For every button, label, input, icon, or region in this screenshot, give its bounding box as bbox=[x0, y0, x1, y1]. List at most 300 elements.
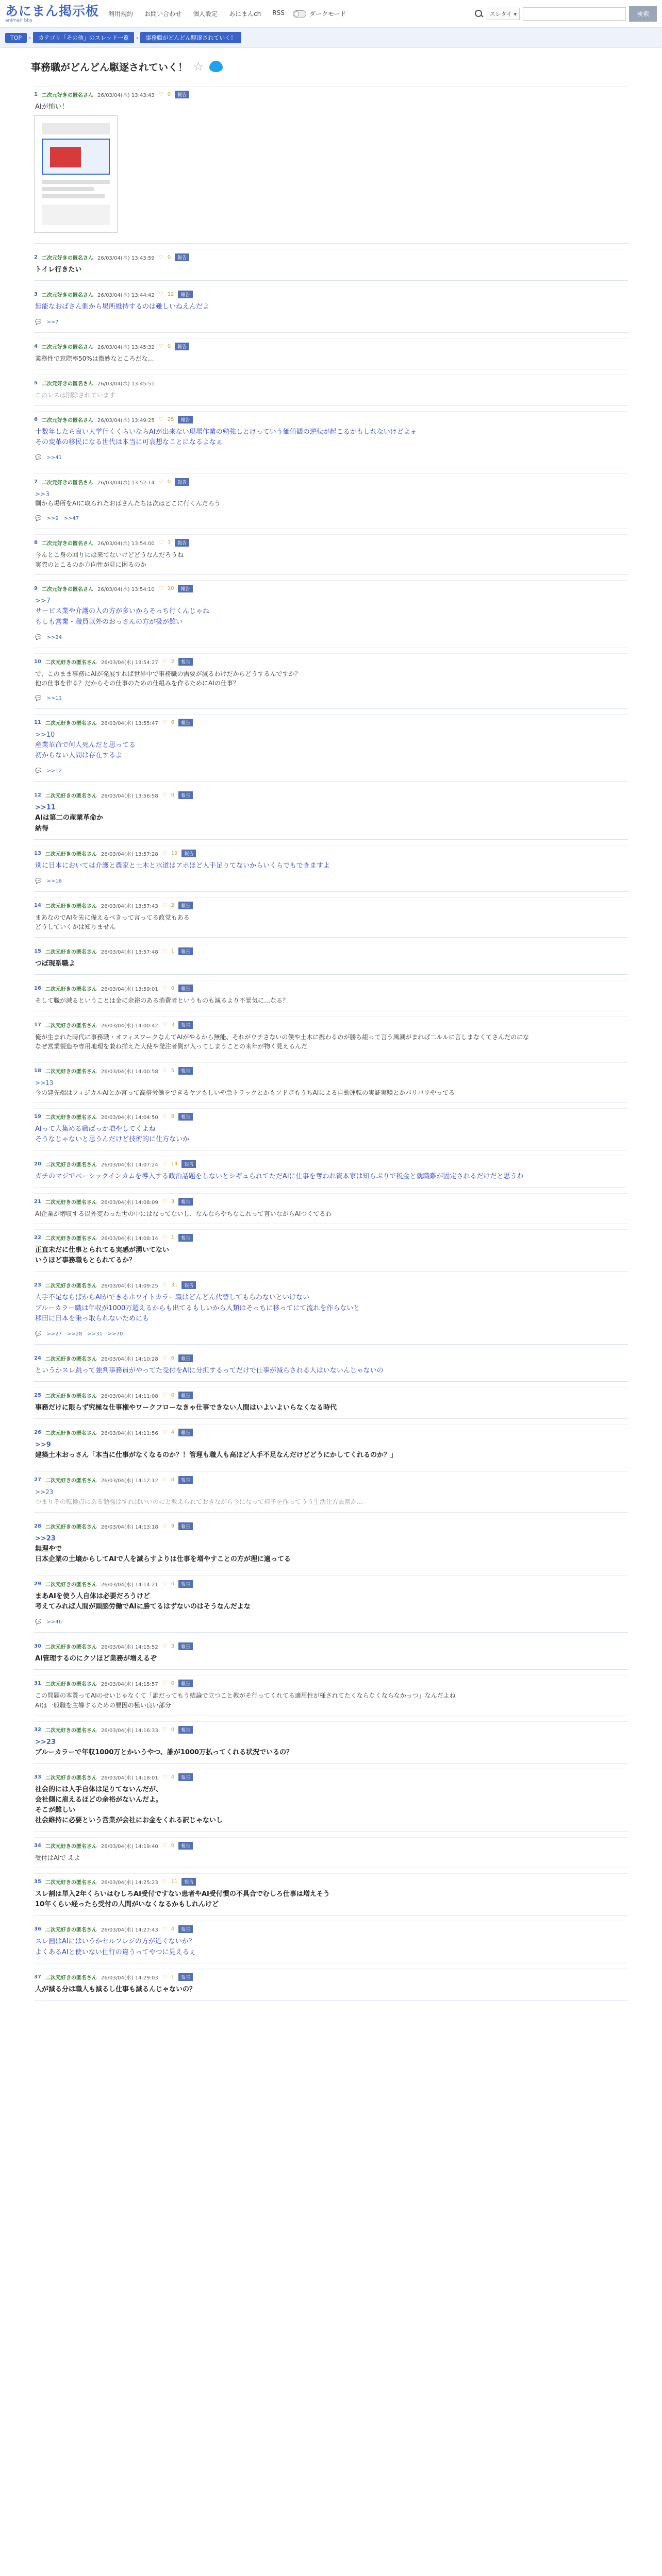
breadcrumb-category[interactable]: カテゴリ「その他」のスレッド一覧 bbox=[33, 32, 134, 43]
post-number[interactable]: 2 bbox=[34, 255, 38, 261]
good-icon[interactable]: ♡ bbox=[162, 1681, 167, 1687]
report-button[interactable]: 報告 bbox=[178, 902, 193, 909]
nav-contact[interactable]: お問い合わせ bbox=[144, 10, 182, 18]
post bbox=[34, 648, 628, 709]
post-date: 26/03/04(水) 13:57:48 bbox=[101, 950, 158, 956]
reply-links bbox=[34, 1619, 628, 1625]
post-number[interactable]: 23 bbox=[34, 1282, 41, 1289]
post-anchor-link[interactable]: >>10 bbox=[35, 731, 55, 739]
good-icon[interactable]: ♡ bbox=[162, 1581, 167, 1587]
good-icon[interactable]: ♡ bbox=[162, 850, 167, 856]
post-header bbox=[34, 338, 628, 350]
post bbox=[34, 1224, 628, 1272]
reply-link[interactable]: >>27 bbox=[46, 1331, 62, 1337]
reply-link[interactable]: >>70 bbox=[107, 1331, 123, 1337]
nav-rss[interactable]: RSS bbox=[272, 9, 285, 16]
post bbox=[34, 1764, 628, 1832]
reply-icon: 💬 bbox=[35, 1331, 42, 1337]
post-date: 26/03/04(水) 14:25:23 bbox=[101, 1880, 158, 1886]
toggle-switch[interactable] bbox=[293, 10, 306, 18]
post-line: 無理やで bbox=[35, 1545, 62, 1553]
post-header bbox=[34, 1873, 628, 1886]
post bbox=[34, 1832, 628, 1869]
report-button[interactable]: 報告 bbox=[181, 1160, 196, 1168]
post-header bbox=[34, 86, 628, 98]
good-icon[interactable]: ♡ bbox=[162, 948, 167, 955]
report-button[interactable]: 報告 bbox=[178, 947, 193, 955]
good-icon[interactable]: ♡ bbox=[162, 1726, 167, 1733]
post-number[interactable]: 7 bbox=[34, 479, 38, 485]
post-line: 実際のとこるのか方向性が見に困るのか bbox=[35, 561, 147, 568]
post-anchor-link[interactable]: >>7 bbox=[35, 597, 51, 605]
post-body bbox=[34, 427, 628, 448]
favorite-star-icon[interactable]: ☆ bbox=[193, 59, 204, 74]
post-line: ブルーカラーで年収1000万とかいうやつ、誰が1000万払ってくれる状況でいるの？ bbox=[35, 1748, 293, 1756]
reply-link[interactable]: >>46 bbox=[46, 1619, 62, 1625]
post bbox=[34, 1670, 628, 1716]
post-body bbox=[34, 669, 628, 688]
poster-name: 二次元好きの匿名さん bbox=[45, 1478, 97, 1484]
post-date: 26/03/04(水) 14:12:12 bbox=[101, 1478, 158, 1484]
report-button[interactable]: 報告 bbox=[181, 850, 196, 857]
post-line: 正直未だに仕事とられてる実感が湧いてない bbox=[35, 1246, 170, 1255]
post-line: 別に日本においては介護と農家と土木と水道はアホほど人手足りてないからいくらでもできますよ bbox=[35, 861, 330, 870]
post-line: 10年くらい経ったら受付の人間がいなくなるかもしれんけど bbox=[35, 1901, 219, 1909]
report-button[interactable]: 報告 bbox=[175, 343, 189, 350]
post-number[interactable]: 37 bbox=[34, 1974, 41, 1980]
post-line: ガチのマジでベーシックインカムを導入する政治話題をしないとシギュられてただAIに仕事を奪われ資本家は知らぶりで税金と就職難が固定されるだけだと思うわ bbox=[35, 1173, 524, 1181]
post-line: AI企業が増収する以外変わった世の中にはなってないし、なんならやちなこれって言いながらAIつくてるわ bbox=[35, 1210, 332, 1217]
poster-name: 二次元好きの匿名さん bbox=[45, 1582, 97, 1588]
good-icon[interactable]: ♡ bbox=[162, 1974, 167, 1980]
post-line: つまりその転換点にある勉強はすればいいのにと教えられておきながら今になって椅子を作ってうう生活仕方去割か... bbox=[35, 1498, 363, 1506]
post bbox=[34, 1345, 628, 1382]
report-button[interactable]: 報告 bbox=[178, 791, 193, 799]
post-body bbox=[34, 1403, 628, 1413]
post-date: 26/03/04(水) 14:14:21 bbox=[101, 1582, 158, 1588]
post-number[interactable]: 16 bbox=[34, 986, 41, 992]
post-body bbox=[34, 1737, 628, 1758]
dark-mode-toggle[interactable] bbox=[293, 9, 346, 18]
report-button[interactable]: 報告 bbox=[175, 539, 189, 547]
post-body bbox=[34, 354, 628, 364]
post-number[interactable]: 28 bbox=[34, 1523, 41, 1529]
post bbox=[34, 1188, 628, 1225]
good-icon[interactable]: ♡ bbox=[162, 1643, 167, 1650]
post-header bbox=[34, 1969, 628, 1981]
post bbox=[34, 81, 628, 244]
report-button[interactable]: 報告 bbox=[178, 1198, 193, 1206]
post-anchor-link[interactable]: >>3 bbox=[35, 490, 49, 498]
post-line: スレ割は単入2年くらいはむしろAI受付ですない患者やAI受付慣の不具合でむしろ仕事は増えそう bbox=[35, 1890, 330, 1899]
post-number[interactable]: 13 bbox=[34, 850, 41, 856]
post-line: 人手不足ならばからAIができるホワイトカラー職はどんどん代替してもらわないといけない bbox=[35, 1294, 309, 1302]
post-number[interactable]: 4 bbox=[34, 344, 38, 350]
good-icon[interactable]: ♡ bbox=[162, 1282, 167, 1289]
good-count: 2 bbox=[171, 658, 175, 665]
nav-settings[interactable]: 個人設定 bbox=[193, 10, 218, 18]
post-number[interactable]: 30 bbox=[34, 1643, 41, 1650]
post-body bbox=[34, 959, 628, 969]
reply-link[interactable]: >>47 bbox=[63, 516, 79, 522]
post-header bbox=[34, 473, 628, 486]
post-number[interactable]: 32 bbox=[34, 1726, 41, 1733]
nav-terms[interactable]: 利用規約 bbox=[108, 10, 134, 18]
good-count: 0 bbox=[171, 986, 175, 992]
post-date: 26/03/04(水) 13:52:14 bbox=[97, 480, 155, 486]
report-button[interactable]: 報告 bbox=[178, 1726, 193, 1734]
post-anchor-link[interactable]: >>23 bbox=[35, 1488, 54, 1496]
post-number[interactable]: 27 bbox=[34, 1477, 41, 1483]
post-body bbox=[34, 596, 628, 627]
report-button[interactable]: 報告 bbox=[178, 658, 193, 666]
report-button[interactable]: 報告 bbox=[178, 1113, 193, 1121]
good-icon[interactable]: ♡ bbox=[162, 1430, 167, 1436]
good-icon[interactable]: ♡ bbox=[158, 416, 163, 422]
post-number[interactable]: 6 bbox=[34, 416, 38, 422]
poster-name: 二次元好きの匿名さん bbox=[45, 720, 97, 726]
reply-icon: 💬 bbox=[35, 319, 42, 326]
good-count: 3 bbox=[171, 1198, 175, 1205]
post-header bbox=[34, 534, 628, 547]
reply-link[interactable]: >>11 bbox=[46, 695, 62, 701]
report-button[interactable]: 報告 bbox=[178, 1067, 193, 1075]
logo-text[interactable]: あにまん掲示板 bbox=[5, 3, 100, 19]
report-button[interactable]: 報告 bbox=[178, 1925, 193, 1933]
report-button[interactable]: 報告 bbox=[178, 416, 192, 423]
post-number[interactable]: 36 bbox=[34, 1926, 41, 1933]
report-button[interactable]: 報告 bbox=[181, 1878, 196, 1886]
reply-link[interactable]: >>28 bbox=[67, 1331, 82, 1337]
good-icon[interactable]: ♡ bbox=[162, 792, 167, 799]
post-line: 馴から場所をAIに取られたおばさんたちは次はどこに行くんだろう bbox=[35, 500, 221, 507]
post-line: サービス業や介護の人の方が多いからそっち行くんじゃね bbox=[35, 607, 210, 616]
poster-name: 二次元好きの匿名さん bbox=[45, 1775, 97, 1781]
nav-animanch[interactable]: あにまんch bbox=[229, 10, 261, 18]
good-icon[interactable]: ♡ bbox=[162, 719, 167, 725]
logo[interactable] bbox=[5, 5, 99, 23]
good-icon[interactable]: ♡ bbox=[162, 1161, 167, 1167]
post-number[interactable]: 35 bbox=[34, 1879, 41, 1885]
post-date: 26/03/04(水) 13:49:25 bbox=[97, 417, 155, 423]
post-line: 無能なおばさん側から場所維持するのは難しいねえんだよ bbox=[35, 303, 210, 311]
good-icon[interactable]: ♡ bbox=[162, 1477, 167, 1483]
post-header bbox=[34, 980, 628, 992]
good-icon[interactable]: ♡ bbox=[162, 1842, 167, 1849]
good-count: 0 bbox=[167, 479, 171, 485]
post-header bbox=[34, 411, 628, 423]
post-number[interactable]: 19 bbox=[34, 1114, 41, 1120]
post-body bbox=[34, 102, 628, 112]
reply-link[interactable]: >>12 bbox=[46, 768, 62, 774]
post-anchor-link[interactable]: >>23 bbox=[35, 1738, 56, 1746]
good-icon[interactable]: ♡ bbox=[158, 92, 163, 97]
post-header bbox=[34, 943, 628, 955]
reply-links bbox=[34, 878, 628, 884]
post-header bbox=[34, 375, 628, 387]
reply-link[interactable]: >>16 bbox=[46, 878, 62, 884]
reply-link[interactable]: >>9 bbox=[46, 516, 59, 522]
post-header bbox=[34, 1518, 628, 1530]
post bbox=[34, 975, 628, 1011]
post-date: 26/03/04(水) 13:54:10 bbox=[97, 587, 155, 593]
post-line: まあAIを使う人自体は必要だろうけど bbox=[35, 1592, 150, 1601]
good-icon[interactable]: ♡ bbox=[162, 1235, 167, 1241]
post-header bbox=[34, 580, 628, 592]
report-button[interactable]: 報告 bbox=[178, 1842, 193, 1850]
poster-name: 二次元好きの匿名さん bbox=[45, 1069, 97, 1075]
post bbox=[34, 1633, 628, 1670]
post-number[interactable]: 12 bbox=[34, 792, 41, 799]
post-anchor-link[interactable]: >>9 bbox=[35, 1441, 51, 1449]
good-count: 3 bbox=[171, 1643, 175, 1650]
good-icon[interactable]: ♡ bbox=[162, 1067, 167, 1074]
report-button[interactable]: 報告 bbox=[178, 291, 192, 298]
good-icon[interactable]: ♡ bbox=[162, 986, 167, 992]
good-icon[interactable]: ♡ bbox=[162, 1355, 167, 1361]
search-mode-select[interactable]: スレタイ ▾ bbox=[487, 8, 520, 20]
report-button[interactable]: 報告 bbox=[178, 1522, 193, 1530]
report-button[interactable]: 報告 bbox=[175, 478, 189, 486]
poster-name: 二次元好きの匿名さん bbox=[45, 1645, 97, 1651]
post-anchor-link[interactable]: >>13 bbox=[35, 1079, 54, 1087]
reply-icon: 💬 bbox=[35, 878, 42, 884]
post-number[interactable]: 10 bbox=[34, 658, 41, 665]
post-number[interactable]: 9 bbox=[34, 586, 38, 592]
reply-icon: 💬 bbox=[35, 1619, 42, 1625]
post-image[interactable] bbox=[34, 115, 118, 233]
reply-link[interactable]: >>24 bbox=[46, 634, 62, 640]
good-icon[interactable]: ♡ bbox=[162, 1523, 167, 1529]
post-date: 26/03/04(水) 13:57:43 bbox=[101, 903, 158, 909]
post-date: 26/03/04(水) 13:43:43 bbox=[97, 93, 155, 98]
post-line: AIって人集める職ばっか増やしてくよね bbox=[35, 1125, 156, 1133]
post-line: AIが怖い！ bbox=[35, 103, 69, 111]
post-number[interactable]: 8 bbox=[34, 540, 38, 546]
post-body bbox=[34, 1078, 628, 1097]
twitter-share-icon[interactable] bbox=[209, 61, 223, 72]
reply-links bbox=[34, 1331, 628, 1337]
post-date: 26/03/04(水) 14:09:25 bbox=[101, 1283, 158, 1290]
post bbox=[34, 1716, 628, 1764]
report-button[interactable]: 報告 bbox=[178, 585, 192, 592]
good-icon[interactable]: ♡ bbox=[162, 1114, 167, 1120]
poster-name: 二次元好きの匿名さん bbox=[45, 987, 97, 993]
report-button[interactable]: 報告 bbox=[175, 91, 189, 98]
poster-name: 二次元好きの匿名さん bbox=[45, 903, 97, 909]
post-header bbox=[34, 1675, 628, 1687]
post-header bbox=[34, 1016, 628, 1029]
poster-name: 二次元好きの匿名さん bbox=[45, 1975, 97, 1981]
post-date: 26/03/04(水) 14:19:40 bbox=[101, 1843, 158, 1850]
post-line: ブルーカラー職は年収が1000万超えるからも出てるもしいから人類はそっちに移ってにて流れを作らないと bbox=[35, 1304, 360, 1312]
post-date: 26/03/04(水) 14:16:33 bbox=[101, 1727, 158, 1734]
post-line: よくあるAIと使いない仕行の違うってやつに見えるぇ bbox=[35, 1948, 196, 1956]
poster-name: 二次元好きの匿名さん bbox=[41, 381, 93, 387]
post-header bbox=[34, 1062, 628, 1075]
reply-link[interactable]: >>31 bbox=[87, 1331, 103, 1337]
good-icon[interactable]: ♡ bbox=[162, 658, 167, 665]
good-count: 4 bbox=[171, 1774, 175, 1780]
poster-name: 二次元好きの匿名さん bbox=[45, 1199, 97, 1206]
post-line: 会社側に雇えるほどの余裕がないんだよ。 bbox=[35, 1796, 163, 1804]
reply-link[interactable]: >>41 bbox=[46, 454, 62, 461]
post-number[interactable]: 5 bbox=[34, 380, 38, 386]
report-button[interactable]: 報告 bbox=[178, 1429, 193, 1436]
good-icon[interactable]: ♡ bbox=[158, 292, 163, 298]
post bbox=[34, 1963, 628, 2001]
post-date: 26/03/04(水) 13:54:00 bbox=[97, 541, 155, 547]
good-count: 1 bbox=[171, 948, 175, 955]
poster-name: 二次元好きの匿名さん bbox=[41, 541, 93, 547]
report-button[interactable]: 報告 bbox=[178, 1476, 193, 1484]
post-header bbox=[34, 1108, 628, 1121]
post-line: そうなじゃないと思うんだけど技術的に仕方ないか bbox=[35, 1136, 190, 1144]
post-number[interactable]: 31 bbox=[34, 1681, 41, 1687]
post-body bbox=[34, 302, 628, 312]
good-icon[interactable]: ♡ bbox=[162, 902, 167, 908]
reply-link[interactable]: >>7 bbox=[46, 319, 59, 326]
breadcrumb-thread[interactable]: 事務職がどんどん駆逐されていく！ bbox=[140, 32, 241, 43]
search-button[interactable]: 検索 bbox=[629, 6, 657, 22]
good-count: 6 bbox=[171, 1355, 175, 1361]
post-anchor-link[interactable]: >>11 bbox=[35, 804, 56, 812]
good-icon[interactable]: ♡ bbox=[158, 255, 163, 261]
reply-icon: 💬 bbox=[35, 634, 42, 640]
post-line: スレ画はAIにはいうかセルフレジの方が近くないか？ bbox=[35, 1938, 195, 1946]
post-number[interactable]: 21 bbox=[34, 1198, 41, 1205]
post-line: そこが難しい bbox=[35, 1806, 76, 1815]
good-count: 0 bbox=[167, 92, 171, 97]
good-count: 0 bbox=[171, 1681, 175, 1687]
good-count: 9 bbox=[171, 1523, 175, 1529]
post-line: 今の建先端はフィジカルAIとか言って高倍労働をできるヤツもしいや急トラックとかもソドボもうちAIによる自動運転の実証実験とかバリバリやってる bbox=[35, 1089, 455, 1096]
report-button[interactable]: 報告 bbox=[178, 1392, 193, 1399]
good-count: 4 bbox=[171, 1430, 175, 1436]
post-body bbox=[34, 861, 628, 871]
post-number[interactable]: 15 bbox=[34, 948, 41, 955]
good-icon[interactable]: ♡ bbox=[162, 1198, 167, 1205]
good-icon[interactable]: ♡ bbox=[158, 586, 163, 592]
good-icon[interactable]: ♡ bbox=[162, 1393, 167, 1399]
report-button[interactable]: 報告 bbox=[178, 1580, 193, 1588]
report-button[interactable]: 報告 bbox=[175, 253, 189, 261]
reply-links bbox=[34, 319, 628, 325]
post-line: どうしていくかは知りません bbox=[35, 923, 116, 931]
post-number[interactable]: 18 bbox=[34, 1067, 41, 1074]
post bbox=[34, 406, 628, 468]
post-line: 移田に日本を乗っ取られないためにも bbox=[35, 1314, 150, 1323]
post-line: AIは一般職を主導するための要因の極い良い部分 bbox=[35, 1702, 171, 1709]
post-header bbox=[34, 1193, 628, 1206]
search-area bbox=[474, 6, 657, 22]
post-date: 26/03/04(水) 13:54:27 bbox=[101, 659, 158, 666]
search-input[interactable] bbox=[523, 7, 626, 21]
good-count: 3 bbox=[167, 540, 171, 546]
poster-name: 二次元好きの匿名さん bbox=[41, 417, 93, 423]
post-number[interactable]: 20 bbox=[34, 1161, 41, 1167]
good-icon[interactable]: ♡ bbox=[162, 1774, 167, 1780]
breadcrumb-top[interactable]: TOP bbox=[5, 33, 27, 43]
good-count: 3 bbox=[171, 1022, 175, 1028]
post-line: いうほど事務職もとられてるか？ bbox=[35, 1257, 136, 1265]
post-number[interactable]: 14 bbox=[34, 902, 41, 908]
good-count: 0 bbox=[171, 1726, 175, 1733]
post-date: 26/03/04(水) 14:11:56 bbox=[101, 1431, 158, 1437]
post-line: なぜ営業製造や専用地理を兼ね揃えた大使や発注者側が入ってしまうことの来年が物く見えるんだ bbox=[35, 1043, 308, 1050]
good-count: 14 bbox=[171, 1161, 178, 1167]
good-icon[interactable]: ♡ bbox=[158, 479, 163, 485]
post-number[interactable]: 33 bbox=[34, 1774, 41, 1780]
poster-name: 二次元好きの匿名さん bbox=[45, 1023, 97, 1029]
report-button[interactable]: 報告 bbox=[178, 1680, 193, 1687]
report-button[interactable]: 報告 bbox=[178, 1234, 193, 1242]
poster-name: 二次元好きの匿名さん bbox=[45, 1682, 97, 1688]
post-header bbox=[34, 1387, 628, 1399]
post bbox=[34, 1382, 628, 1419]
report-button[interactable]: 報告 bbox=[178, 1973, 193, 1981]
post-header bbox=[34, 1769, 628, 1781]
post-number[interactable]: 3 bbox=[34, 292, 38, 298]
report-button[interactable]: 報告 bbox=[178, 1354, 193, 1362]
report-button[interactable]: 報告 bbox=[178, 1773, 193, 1781]
good-icon[interactable]: ♡ bbox=[162, 1926, 167, 1933]
post-date: 26/03/04(水) 13:45:32 bbox=[97, 345, 155, 351]
post-body bbox=[34, 1654, 628, 1664]
reply-links bbox=[34, 768, 628, 774]
post bbox=[34, 782, 628, 839]
post-number[interactable]: 22 bbox=[34, 1235, 41, 1241]
poster-name: 二次元好きの匿名さん bbox=[41, 480, 93, 486]
post bbox=[34, 281, 628, 333]
post-number[interactable]: 29 bbox=[34, 1581, 41, 1587]
good-icon[interactable]: ♡ bbox=[162, 1022, 167, 1028]
good-count: 31 bbox=[171, 1282, 178, 1289]
post-date: 26/03/04(水) 14:15:57 bbox=[101, 1682, 158, 1688]
post-number[interactable]: 17 bbox=[34, 1022, 41, 1028]
post-number[interactable]: 11 bbox=[34, 719, 41, 725]
post-body bbox=[34, 1209, 628, 1219]
post-body bbox=[34, 1440, 628, 1461]
post-number[interactable]: 26 bbox=[34, 1430, 41, 1436]
reply-links bbox=[34, 696, 628, 701]
good-count: 0 bbox=[171, 1842, 175, 1849]
post bbox=[34, 709, 628, 782]
post-number[interactable]: 24 bbox=[34, 1355, 41, 1361]
report-button[interactable]: 報告 bbox=[178, 1642, 193, 1650]
report-button[interactable]: 報告 bbox=[178, 1021, 193, 1029]
good-icon[interactable]: ♡ bbox=[162, 1879, 167, 1885]
good-count: 11 bbox=[171, 1879, 178, 1885]
report-button[interactable]: 報告 bbox=[178, 719, 193, 726]
poster-name: 二次元好きの匿名さん bbox=[45, 793, 97, 800]
thread-title-bar bbox=[10, 48, 652, 81]
report-button[interactable]: 報告 bbox=[181, 1281, 196, 1289]
post-line: もしも営業・職員以外のおっさんの方が扱が難い bbox=[35, 618, 183, 626]
reply-links bbox=[34, 516, 628, 521]
post-body bbox=[34, 391, 628, 400]
page-title: 事務職がどんどん駆逐されていく！ bbox=[31, 61, 188, 73]
good-icon[interactable]: ♡ bbox=[158, 540, 163, 546]
post-date: 26/03/04(水) 14:10:28 bbox=[101, 1356, 158, 1362]
post-number[interactable]: 1 bbox=[34, 92, 38, 97]
post-number[interactable]: 34 bbox=[34, 1842, 41, 1849]
report-button[interactable]: 報告 bbox=[178, 985, 193, 992]
post-number[interactable]: 25 bbox=[34, 1393, 41, 1399]
post-anchor-link[interactable]: >>23 bbox=[35, 1534, 56, 1543]
good-icon[interactable]: ♡ bbox=[158, 344, 163, 350]
post-body bbox=[34, 1591, 628, 1612]
